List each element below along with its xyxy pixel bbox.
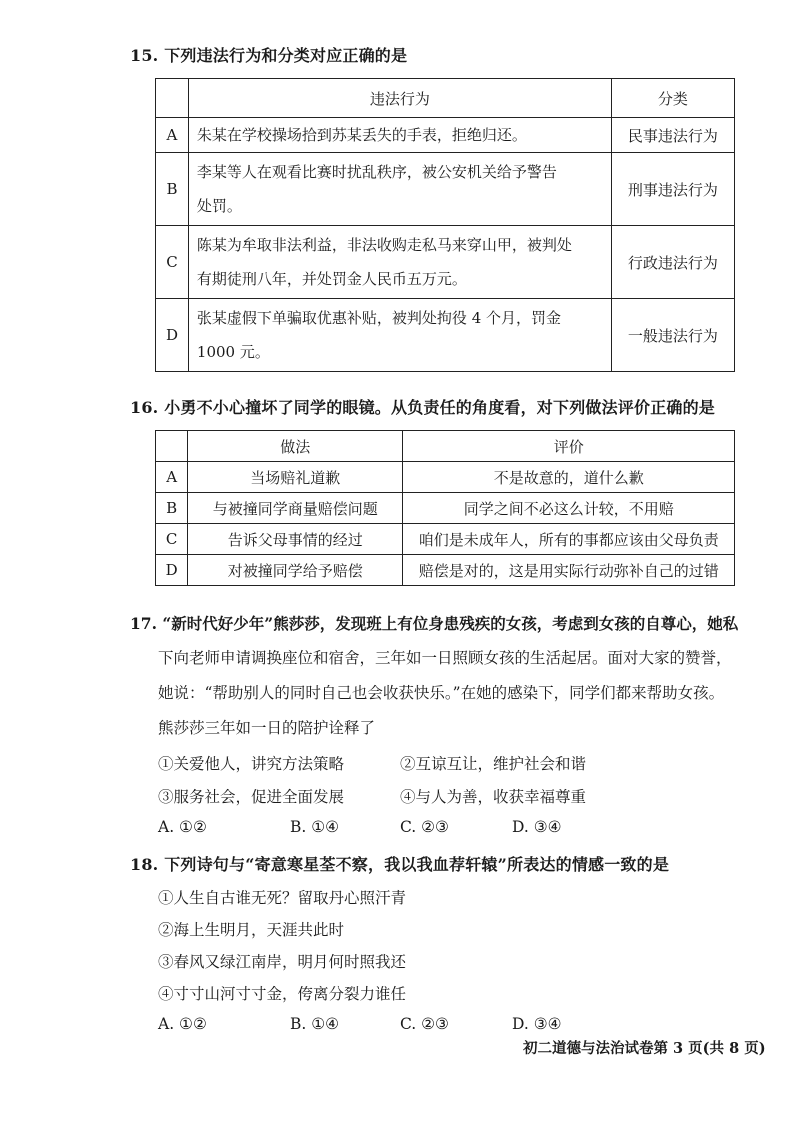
statement-2: ②互谅互让，维护社会和谐 bbox=[400, 755, 587, 773]
question-17-line: 下向老师申请调换座位和宿舍，三年如一日照顾女孩的生活起居。面对大家的赞誉， bbox=[158, 649, 732, 667]
row-evaluation: 咱们是未成年人，所有的事都应该由父母负责 bbox=[403, 524, 735, 555]
row-act: 张某虚假下单骗取优惠补贴，被判处拘役 4 个月，罚金 1000 元。 bbox=[188, 299, 611, 372]
row-act: 李某等人在观看比赛时扰乱秩序，被公安机关给予警告 处罚。 bbox=[188, 153, 611, 226]
row-letter: B bbox=[156, 493, 188, 524]
question-15-title: 15. 下列违法行为和分类对应正确的是 bbox=[130, 46, 408, 65]
option-b: B. ①④ bbox=[290, 818, 340, 836]
row-letter: D bbox=[156, 555, 188, 586]
table-row bbox=[156, 153, 735, 226]
statement-1: ①人生自古谁无死？留取丹心照汗青 bbox=[158, 889, 407, 907]
question-17-line: 熊莎莎三年如一日的陪护诠释了 bbox=[158, 719, 376, 737]
row-category: 刑事违法行为 bbox=[611, 153, 734, 226]
question-15-table bbox=[155, 78, 735, 372]
row-method: 当场赔礼道歉 bbox=[188, 462, 403, 493]
row-letter: C bbox=[156, 524, 188, 555]
table-header-blank bbox=[156, 431, 188, 462]
question-17-line: 17. “新时代好少年”熊莎莎，发现班上有位身患残疾的女孩，考虑到女孩的自尊心，她私 bbox=[130, 614, 739, 633]
row-evaluation: 不是故意的，道什么歉 bbox=[403, 462, 735, 493]
row-letter: A bbox=[156, 118, 189, 153]
table-row bbox=[156, 524, 735, 555]
row-letter: D bbox=[156, 299, 189, 372]
statement-3: ③春风又绿江南岸，明月何时照我还 bbox=[158, 953, 407, 971]
row-method: 与被撞同学商量赔偿问题 bbox=[188, 493, 403, 524]
option-c: C. ②③ bbox=[400, 1015, 449, 1033]
statement-2: ②海上生明月，天涯共此时 bbox=[158, 921, 345, 939]
table-row bbox=[156, 226, 735, 299]
question-16-table bbox=[155, 430, 735, 586]
row-letter: B bbox=[156, 153, 189, 226]
table-row bbox=[156, 299, 735, 372]
statement-3: ③服务社会，促进全面发展 bbox=[158, 788, 345, 806]
statement-4: ④寸寸山河寸寸金，侉离分裂力谁任 bbox=[158, 985, 407, 1003]
option-a: A. ①② bbox=[158, 818, 207, 836]
option-c: C. ②③ bbox=[400, 818, 449, 836]
question-17-line: 她说：“帮助别人的同时自己也会收获快乐。”在她的感染下，同学们都来帮助女孩。 bbox=[158, 684, 725, 702]
option-d: D. ③④ bbox=[512, 818, 562, 836]
table-row bbox=[156, 118, 735, 153]
table-header-act: 违法行为 bbox=[188, 79, 611, 118]
question-17-stem bbox=[130, 606, 739, 746]
row-act: 陈某为牟取非法利益，非法收购走私马来穿山甲，被判处 有期徒刑八年，并处罚金人民币五万元。 bbox=[188, 226, 611, 299]
row-category: 一般违法行为 bbox=[611, 299, 734, 372]
row-evaluation: 同学之间不必这么计较，不用赔 bbox=[403, 493, 735, 524]
page-footer: 初二道德与法治试卷第 3 页(共 8 页) bbox=[523, 1040, 766, 1057]
table-header-category: 分类 bbox=[611, 79, 734, 118]
row-method: 对被撞同学给予赔偿 bbox=[188, 555, 403, 586]
table-header-evaluation: 评价 bbox=[403, 431, 735, 462]
question-18-title: 18. 下列诗句与“寄意寒星荃不察，我以我血荐轩辕”所表达的情感一致的是 bbox=[130, 855, 670, 874]
option-d: D. ③④ bbox=[512, 1015, 562, 1033]
table-header-blank bbox=[156, 79, 189, 118]
table-row bbox=[156, 462, 735, 493]
table-row bbox=[156, 555, 735, 586]
statement-1: ①关爱他人，讲究方法策略 bbox=[158, 755, 345, 773]
statement-4: ④与人为善，收获幸福尊重 bbox=[400, 788, 587, 806]
table-row bbox=[156, 493, 735, 524]
option-a: A. ①② bbox=[158, 1015, 207, 1033]
question-16-title: 16. 小勇不小心撞坏了同学的眼镜。从负责任的角度看，对下列做法评价正确的是 bbox=[130, 398, 716, 417]
row-act: 朱某在学校操场拾到苏某丢失的手表，拒绝归还。 bbox=[188, 118, 611, 153]
row-method: 告诉父母事情的经过 bbox=[188, 524, 403, 555]
option-b: B. ①④ bbox=[290, 1015, 340, 1033]
row-letter: A bbox=[156, 462, 188, 493]
row-category: 行政违法行为 bbox=[611, 226, 734, 299]
row-letter: C bbox=[156, 226, 189, 299]
row-evaluation: 赔偿是对的，这是用实际行动弥补自己的过错 bbox=[403, 555, 735, 586]
row-category: 民事违法行为 bbox=[611, 118, 734, 153]
table-header-method: 做法 bbox=[188, 431, 403, 462]
